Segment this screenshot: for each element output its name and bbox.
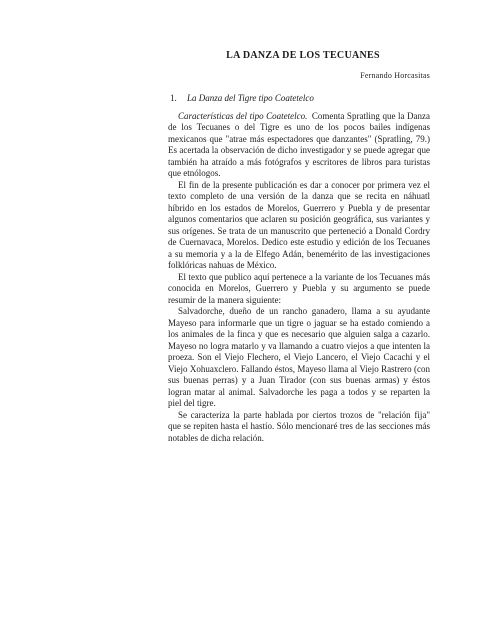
paragraph-lead: Características del tipo Coatetelco. <box>178 110 308 121</box>
article-title: LA DANZA DE LOS TECUANES <box>226 50 380 61</box>
paragraph-1 <box>168 111 430 180</box>
paragraph-3 <box>168 272 430 307</box>
section-title: La Danza del Tigre tipo Coatetelco <box>187 93 314 103</box>
paragraph-text: Comenta Spratling que la Danza de los Tecuanes o del Tigre es uno de los pocos bailes indígenas mexicanos que "atrae más espectadores que danzantes" (Spratling, 79.) Es acertada la observación de dicho investigador y se puede agregar que también ha atraído a más fotógrafos y escritores de libros para turistas que etnólogos. <box>168 110 431 178</box>
paragraph-text: El fin de la presente publicación es dar a conocer por primera vez el texto completo de una versión de la danza que se recita en náhuatl híbrido en los estados de Morelos, Guerrero y Puebla y de presentar algunos comentarios que aclaren su posición geográfica, sus variantes y sus orígenes. Se trata de un manuscrito que perteneció a Donald Cordry de Cuernavaca, Morelos. Dedico este estudio y edición de los Tecuanes a su memoria y a la de Elfego Adán, benemérito de las investigaciones folklóricas nahuas de México. <box>168 179 430 270</box>
article-author: Fernando Horcasitas <box>360 70 430 80</box>
section-heading <box>170 93 430 105</box>
article-page <box>168 50 430 444</box>
paragraph-text: El texto que publico aquí pertenece a la variante de los Tecuanes más conocida en Morelos, Guerrero y Puebla y su argumento se puede resumir de la manera siguiente: <box>168 271 430 305</box>
paragraph-5 <box>168 410 430 445</box>
paragraph-text: Se caracteriza la parte hablada por ciertos trozos de "relación fija" que se repiten hasta el hastío. Sólo mencionaré tres de las secciones más notables de dicha relación. <box>168 409 430 443</box>
paragraph-2 <box>168 180 430 272</box>
section-number: 1. <box>170 93 177 103</box>
paragraph-4 <box>168 306 430 410</box>
paragraph-text: Salvadorche, dueño de un rancho ganadero, llama a su ayudante Mayeso para informarle que un tigre o jaguar se ha estado comiendo a los animales de la finca y que es necesario que alguien salga a cazarlo. Mayeso no logra matarlo y va llamando a cuatro viejos a que intenten la proeza. Son el Viejo Flechero, el Viejo Lancero, el Viejo Cacachi y el Viejo Xohuaxclero. Fallando éstos, Mayeso llama al Viejo Rastrero (con sus buenas perras) y a Juan Tirador (con sus buenas armas) y éstos logran matar al animal. Salvadorche les paga a todos y se reparten la piel del tigre. <box>168 306 430 408</box>
